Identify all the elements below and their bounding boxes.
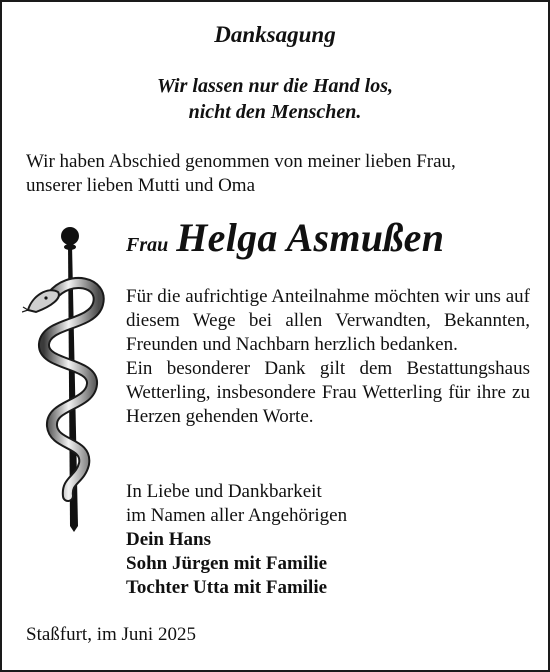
motto	[2, 73, 548, 125]
notice-title: Danksagung	[214, 22, 336, 47]
signature-line: Sohn Jürgen mit Familie	[126, 553, 328, 574]
thanks-paragraph: Für die aufrichtige Anteilnahme möchten wir uns auf diesem Wege bei allen Verwandten, Bekannten, Freunden und Nachbarn herzlich bedanken.	[126, 286, 530, 355]
thanks-text	[126, 285, 530, 429]
closing-line: In Liebe und Dankbarkeit	[126, 481, 322, 502]
thanks-paragraph: Ein besonderer Dank gilt dem Bestattungshaus Wetterling, insbesondere Frau Wetterling für ihre zu Herzen gehenden Worte.	[126, 358, 530, 427]
signature-line: Dein Hans	[126, 529, 211, 550]
closing-line: im Namen aller Angehörigen	[126, 505, 348, 526]
name-main: Helga Asmußen	[176, 215, 445, 260]
motto-line: Wir lassen nur die Hand los,	[157, 75, 393, 97]
name-prefix: Frau	[126, 234, 169, 256]
place-date: Staßfurt, im Juni 2025	[26, 624, 196, 645]
intro-text	[26, 150, 528, 198]
deceased-name	[126, 214, 444, 261]
motto-line: nicht den Menschen.	[188, 101, 362, 123]
intro-line: unserer lieben Mutti und Oma	[26, 175, 256, 196]
intro-line: Wir haben Abschied genommen von meiner lieben Frau,	[26, 151, 456, 172]
staff-of-asclepius-icon	[22, 214, 112, 554]
closing-block	[126, 480, 347, 600]
signature-line: Tochter Utta mit Familie	[126, 577, 328, 598]
